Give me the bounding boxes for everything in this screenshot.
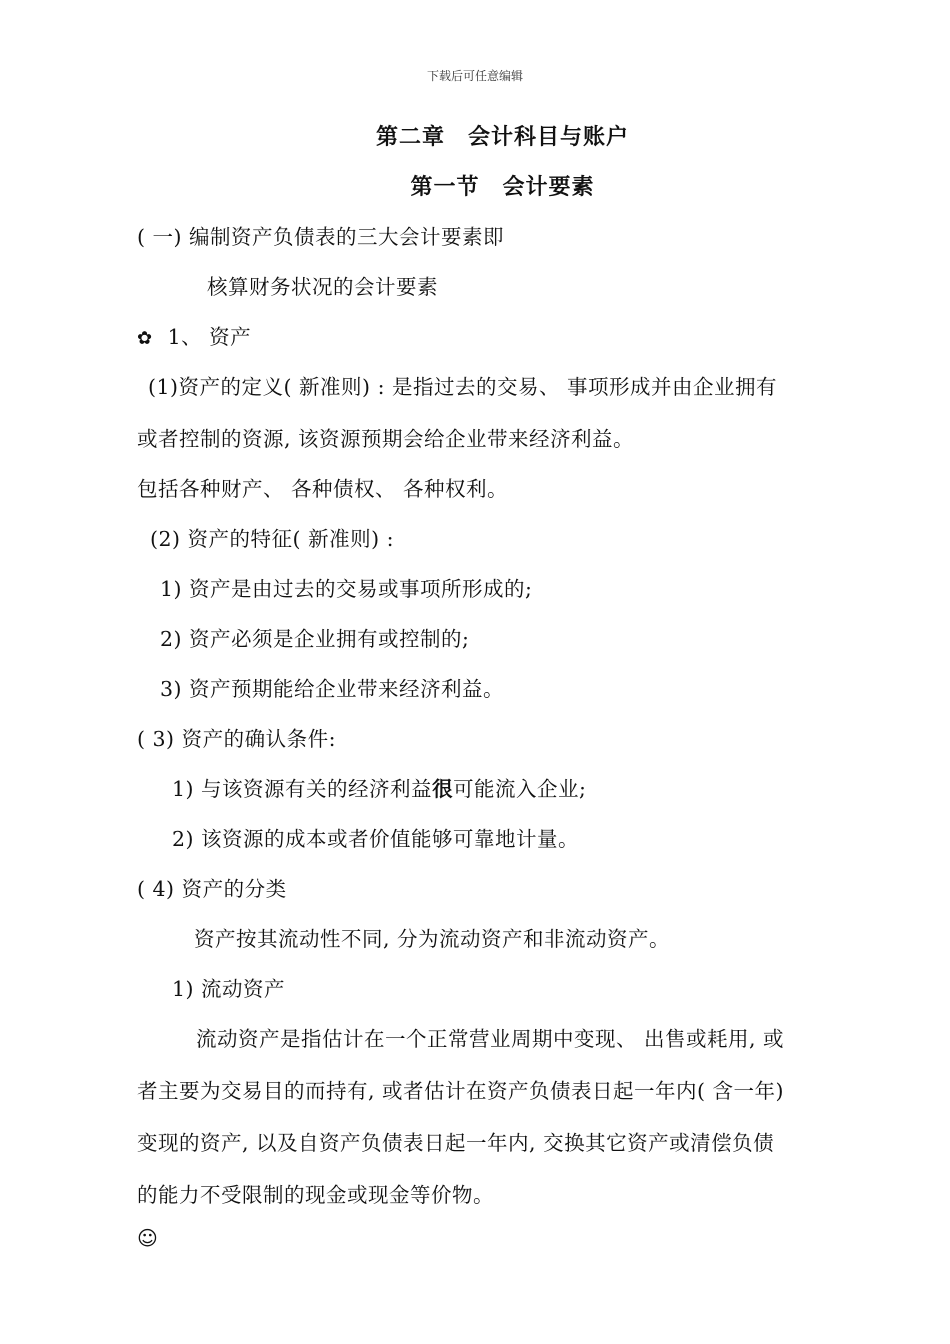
smiley-line xyxy=(137,1226,158,1250)
text-line: 1) 流动资产 xyxy=(172,977,286,1001)
text-line: 2) 资产必须是企业拥有或控制的; xyxy=(160,627,470,651)
text-line: 或者控制的资源, 该资源预期会给企业带来经济利益。 xyxy=(137,427,635,451)
condition-line xyxy=(172,772,586,802)
chapter-title: 第二章 会计科目与账户 xyxy=(375,125,629,150)
text-line: (1)资产的定义( 新准则) : 是指过去的交易、 事项形成并由企业拥有 xyxy=(148,375,778,399)
text-line: 变现的资产, 以及自资产负债表日起一年内, 交换其它资产或清偿负债 xyxy=(137,1131,775,1155)
text-line: 流动资产是指估计在一个正常营业周期中变现、 出售或耗用, 或 xyxy=(196,1027,785,1051)
text-line: 资产按其流动性不同, 分为流动资产和非流动资产。 xyxy=(194,927,671,951)
condition-text: 1) 与该资源有关的经济利益 xyxy=(172,777,433,801)
condition-emphasis: 很 xyxy=(432,777,454,801)
bullet-text: 1、 资产 xyxy=(167,325,252,349)
text-line: ( 一) 编制资产负债表的三大会计要素即 xyxy=(137,225,505,249)
section-title: 第一节 会计要素 xyxy=(410,175,595,200)
text-line: ( 4) 资产的分类 xyxy=(137,877,287,901)
header-note: 下载后可任意编辑 xyxy=(426,69,523,83)
flower-icon: ✿ xyxy=(137,328,153,349)
text-line: 2) 该资源的成本或者价值能够可靠地计量。 xyxy=(172,827,580,851)
text-line: 核算财务状况的会计要素 xyxy=(207,275,438,299)
text-line: 1) 资产是由过去的交易或事项所形成的; xyxy=(160,577,533,601)
text-line: ( 3) 资产的确认条件: xyxy=(137,727,336,751)
text-line: 的能力不受限制的现金或现金等价物。 xyxy=(137,1183,494,1207)
text-line: 包括各种财产、 各种债权、 各种权利。 xyxy=(137,477,509,501)
text-line: 者主要为交易目的而持有, 或者估计在资产负债表日起一年内( 含一年) xyxy=(137,1079,785,1103)
text-line: 3) 资产预期能给企业带来经济利益。 xyxy=(160,677,505,701)
smiley-icon: ☺ xyxy=(137,1226,159,1250)
bullet-line xyxy=(137,320,251,350)
condition-text: 可能流入企业; xyxy=(453,777,587,801)
text-line: (2) 资产的特征( 新准则) : xyxy=(150,527,394,551)
